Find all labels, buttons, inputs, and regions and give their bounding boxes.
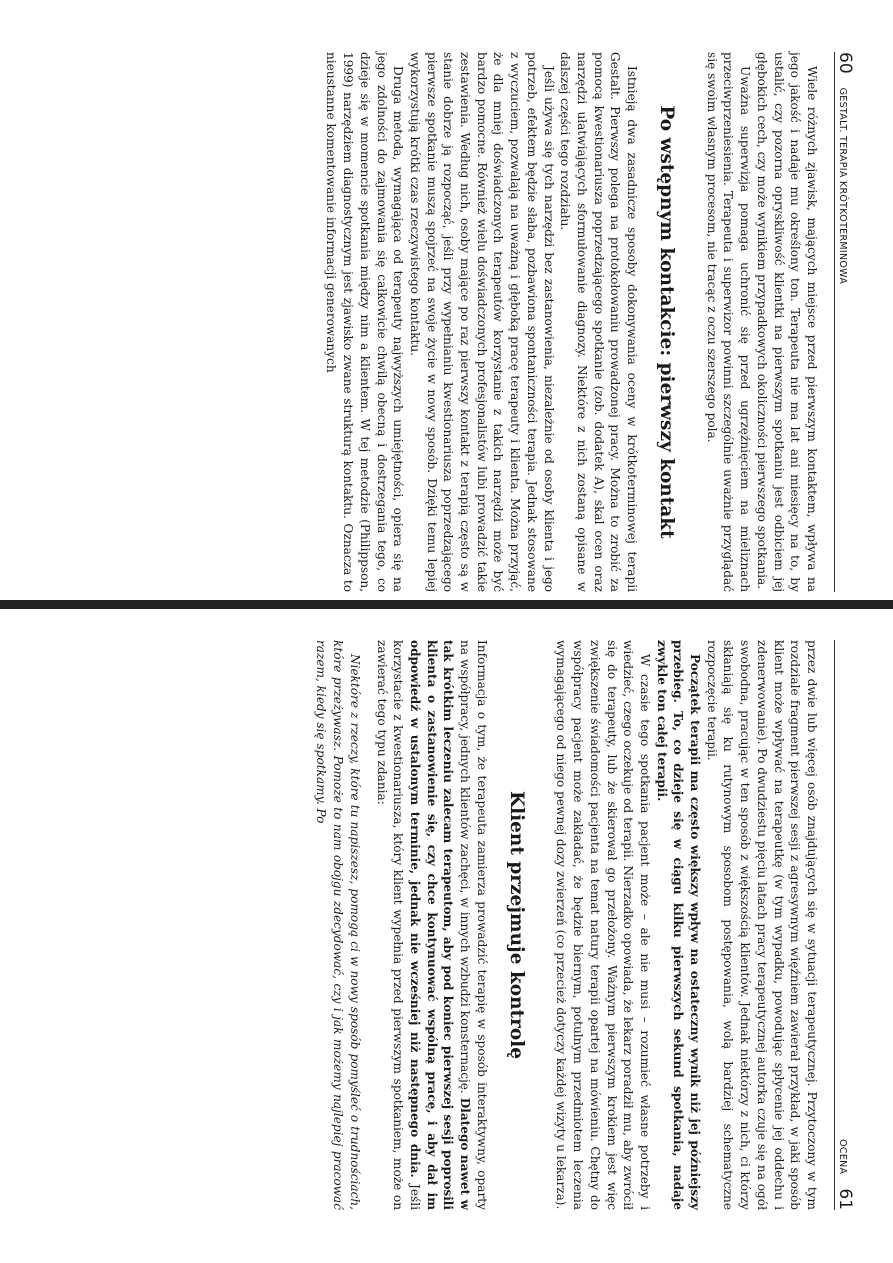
section-heading: Po wstępnym kontakcie: pierwszy kontakt	[656, 105, 678, 539]
page-header	[834, 640, 855, 1210]
body-paragraph: W czasie tego spotkania pacjent może – ale nie musi – rozumieć własne potrzeby i wiedzieć, czego oczekuje od terapii. Nierzadko opowiada, że lekarz poradził mu, aby zwrócił się do terapeuty, lub że skierował go przełożony. Ważnym pierwszym krokiem jest więc zwiększenie świadomości pacjenta na temat natury terapii opartej na mówieniu. Chętny do współpracy pacjent może zakładać, że będzie biernym, potulnym przedmiotem leczenia wymagającego od niego pewnej dozy zwierzeń (co przecież dotyczy każdej wizyty u lekarza).	[554, 640, 652, 1210]
section-heading: Klient przejmuje kontrolę	[505, 791, 527, 1059]
running-title: GESTALT. TERAPIA KRÓTKOTERMINOWA	[837, 87, 848, 285]
quoted-paragraph: Niektóre z rzeczy, które tu napiszesz, pomogą ci w nowy sposób pomyśleć o trudnościach, które przeżywasz. Pomoże to nam obojgu zdecydować, czy i jak możemy najlepiej pracować razem, kiedy się spotkamy. Po	[314, 640, 362, 1210]
page-number: 60	[835, 52, 855, 74]
plain-text: Informacja o tym, że terapeuta zamierza prowadzić terapię w sposób interaktywny, oparty na współpracy, jednych klientów zachęci, w innych wzbudzi konsternację.	[458, 640, 489, 1210]
body-paragraph: Jeśli używa się tych narzędzi bez zastanowienia, niezależnie od osoby klienta i jego potrzeb, efektem będzie słaba, pozbawiona spontaniczności terapia. Jednak stosowane z wyczuciem, pozwalają na uważną i głęboką pracę terapeuty i klienta. Można przyjąć, że dla mniej doświadczonych terapeutów korzystanie z takich narzędzi może być bardzo pomocne. Również wielu doświadczonych profesjonalistów lubi prowadzić takie zestawienia. Według nich, osoby mające po raz pierwszy kontakt z terapią często są w stanie dobrze ją rozpocząć, jeśli przy wypełnianiu kwestionariusza poprzedzającego pierwsze spotkanie muszą spojrzeć na swoje życie w nowy sposób. Dzięki temu lepiej wykorzystują krótki czas rzeczywistego kontaktu.	[407, 52, 556, 592]
plain-text: Jeśli korzystacie z kwestionariusza, który klient wypełnia przed pierwszym spotkaniem, może on zawierać tego typu zdania:	[374, 640, 422, 1210]
body-paragraph: Wiele różnych zjawisk, mających miejsce przed pierwszym kontaktem, wpływa na jego jakość i nadaje mu określony ton. Terapeuta nie ma lat ani miesięcy na to, by ustalić, czy pozorna opryskliwość klientki na pierwszym spotkaniu jest odbiciem jej głębokich cech, czy może wynikiem przypadkowych okoliczności pierwszego spotkania.	[754, 52, 819, 592]
running-title: OCENA	[837, 1139, 848, 1175]
page-number: 61	[835, 1188, 855, 1210]
body-paragraph	[373, 640, 490, 1210]
page-spread-divider	[0, 600, 893, 609]
body-paragraph: Uważna superwizja pomaga uchronić się przed ugrzęźnięciem na mieliznach przeciwprzeniesienia. Terapeuta i superwizor powinni szczególnie uważnie przyglądać się swoim własnym procesom, nie tracąc z oczu szerszego pola.	[704, 52, 753, 592]
bold-text: Dlatego nawet w tak krótkim leczeniu zalecam terapeutom, aby pod koniec pierwszej sesji poprosili klienta o zastanowienie się, czy chce kontynuować wspólną pracę, i aby dał im odpowiedź w ustalonym terminie, jednak nie wcześniej niż następnego dnia.	[407, 640, 473, 1210]
page-header	[834, 52, 855, 592]
body-paragraph: Istnieją dwa zasadnicze sposoby dokonywania oceny w krótkoterminowej terapii Gestalt. Pierwszy polega na protokołowaniu prowadzonej pracy. Można to zrobić za pomocą kwestionariusza poprzedzającego spotkanie (zob. dodatek A), skal ocen oraz narzędzi ułatwiających sformułowanie diagnozy. Niektóre z nich zostaną opisane w dalszej części tego rozdziału.	[558, 52, 640, 592]
left-page	[35, 52, 855, 592]
bold-text: Początek terapii ma często większy wpływ na ostateczny wynik niż jej późniejszy przebieg. To, co dzieje się w ciągu kilku pierwszych sekund spotkania, nadaje zwykle ton całej terapii.	[654, 640, 703, 1210]
body-paragraph: Druga metoda, wymagająca od terapeuty najwyższych umiejętności, opiera się na jego zdolności do zajmowania się całkowicie chwilą obecną i dostrzegania tego, co dzieje się w momencie spotkania między nim a klientem. W tej metodzie (Philippson, 1999) narzędziem diagnostycznym jest zjawisko zwane strukturą kontaktu. Oznacza to nieustanne komentowanie informacji generowanych	[324, 52, 406, 592]
body-paragraph: przez dwie lub więcej osób znajdujących się w sytuacji terapeutycznej. Przytoczony w tym rozdziale fragment pierwszej sesji z agresywnym więźniem zawierał przykład, w jaki sposób klient może wpływać na terapeutkę (w tym wypadku, powodując spłycenie jej oddechu i zdenerwowanie). Po dwudziestu pięciu latach pracy terapeutycznej autorka czuje się na ogół swobodna, pracując w ten sposób z większością klientów. Jednak niektórzy z nich, ci którzy skłaniają się ku rutynowym sposobom postępowania, wolą bardziej schematyczne rozpoczęcie terapii.	[704, 640, 819, 1210]
right-page	[35, 640, 855, 1210]
body-paragraph-bold	[653, 640, 703, 1210]
